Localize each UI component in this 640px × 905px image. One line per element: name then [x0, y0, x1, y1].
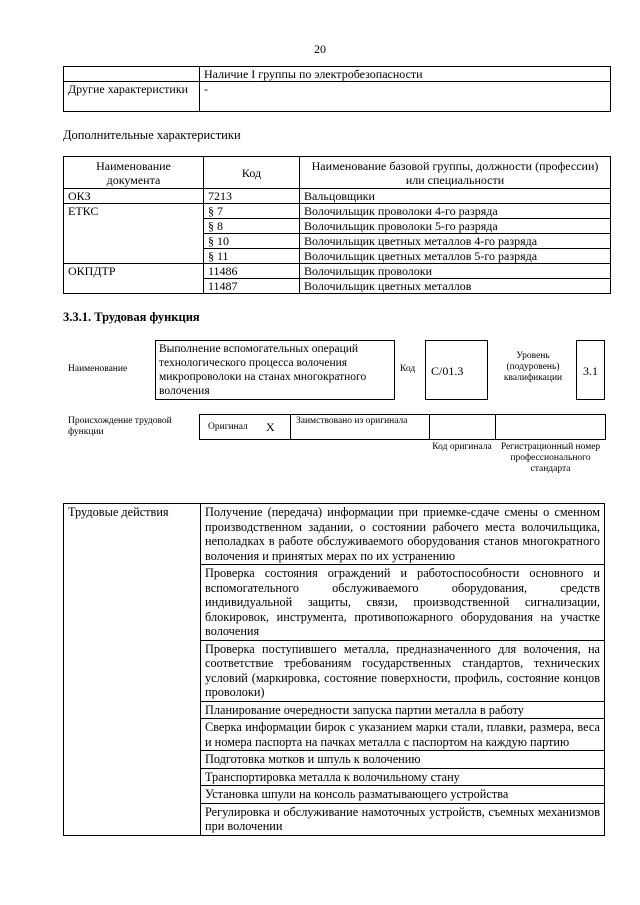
- labor-action-item: Регулировка и обслуживание намоточных устройств, съемных механизмов при волочении: [201, 803, 605, 835]
- other-characteristics-label: Другие характеристики: [64, 82, 200, 112]
- electrical-safety-group: Наличие I группы по электробезопасности: [200, 67, 611, 82]
- labor-action-item: Транспортировка металла к волочильному стану: [201, 768, 605, 786]
- labor-action-item: Получение (передача) информации при приемке-сдаче смены о сменном производственном задании, о состоянии рабочего места волочильщика, неполадках в работе обслуживаемого оборудования станов многократного волочения и принятых мерах по их устранению: [201, 504, 605, 565]
- registration-number-caption: Регистрационный номер профессионального стандарта: [500, 442, 601, 474]
- header-group-name: Наименование базовой группы, должности (профессии) или специальности: [300, 157, 611, 189]
- borrowed-label: Заимствовано из оригинала: [296, 416, 408, 426]
- origin-original-cell: [199, 414, 291, 440]
- labor-action-item: Подготовка мотков и шпуль к волочению: [201, 751, 605, 769]
- labor-actions-label: Трудовые действия: [64, 504, 201, 836]
- qualification-level-box: [576, 340, 605, 400]
- row-code: 11486: [204, 264, 300, 279]
- labor-action-item: Проверка состояния ограждений и работоспособности основного и вспомогательного обслуживаемого оборудования, средств индивидуальной защиты, связи, производственной сигнализации, блокировок, инструмента, противопожарного оборудования на участке волочения: [201, 565, 605, 641]
- original-code-box: [429, 414, 496, 440]
- row-code: 7213: [204, 189, 300, 204]
- function-code-value: C/01.3: [431, 364, 464, 378]
- qualification-level-value: 3.1: [583, 364, 598, 378]
- function-code-label: Код: [400, 364, 416, 374]
- row-code: § 8: [204, 219, 300, 234]
- row-name: Волочильщик цветных металлов 4-го разряда: [300, 234, 611, 249]
- origin-borrowed-cell: [290, 414, 430, 440]
- original-label: Оригинал: [208, 422, 248, 432]
- function-code-box: [425, 340, 488, 400]
- top-table: [63, 66, 611, 112]
- other-characteristics-value: -: [200, 82, 611, 112]
- table-row: [64, 189, 611, 204]
- row-name: Вальцовщики: [300, 189, 611, 204]
- top-table-cell-empty: [64, 67, 200, 82]
- original-code-caption: Код оригинала: [432, 442, 492, 452]
- row-name: Волочильщик проволоки 4-го разряда: [300, 204, 611, 219]
- row-document: ЕТКС: [64, 204, 204, 264]
- row-code: § 7: [204, 204, 300, 219]
- header-code: Код: [204, 157, 300, 189]
- qualification-level-label: Уровень (подуровень) квалификации: [503, 351, 563, 383]
- function-name-value: Выполнение вспомогательных операций технологического процесса волочения микропроволоки на станах многократного волочения: [159, 343, 367, 397]
- page-number: 20: [314, 42, 326, 56]
- table-row: [64, 204, 611, 219]
- row-document: ОКЗ: [64, 189, 204, 204]
- function-name-label: Наименование: [68, 364, 128, 374]
- labor-action-item: Установка шпули на консоль разматывающего устройства: [201, 786, 605, 804]
- table-row: [64, 264, 611, 279]
- row-name: Волочильщик проволоки 5-го разряда: [300, 219, 611, 234]
- row-name: Волочильщик цветных металлов: [300, 279, 611, 294]
- header-document: Наименование документа: [64, 157, 204, 189]
- labor-actions-table: [63, 503, 605, 836]
- row-code: § 11: [204, 249, 300, 264]
- origin-label: Происхождение трудовой функции: [68, 416, 172, 437]
- labor-action-item: Планирование очередности запуска партии металла в работу: [201, 701, 605, 719]
- registration-number-box: [495, 414, 606, 440]
- row-code: 11487: [204, 279, 300, 294]
- row-name: Волочильщик проволоки: [300, 264, 611, 279]
- additional-characteristics-title: Дополнительные характеристики: [63, 128, 241, 142]
- labor-action-item: Проверка поступившего металла, предназначенного для волочения, на соответствие требованиям государственных стандартов, технических условий (маркировка, состояние поверхности, профиль, состояние концов проволоки): [201, 640, 605, 701]
- row-document: ОКПДТР: [64, 264, 204, 294]
- row-name: Волочильщик цветных металлов 5-го разряда: [300, 249, 611, 264]
- original-mark: X: [266, 420, 275, 434]
- row-code: § 10: [204, 234, 300, 249]
- labor-action-item: Сверка информации бирок с указанием марки стали, плавки, размера, веса и номера паспорта на пачках металла с паспортом на каждую партию: [201, 719, 605, 751]
- function-name-box: [155, 340, 395, 400]
- function-title: 3.3.1. Трудовая функция: [63, 310, 200, 324]
- table-row: [64, 504, 605, 565]
- additional-characteristics-table: [63, 156, 611, 294]
